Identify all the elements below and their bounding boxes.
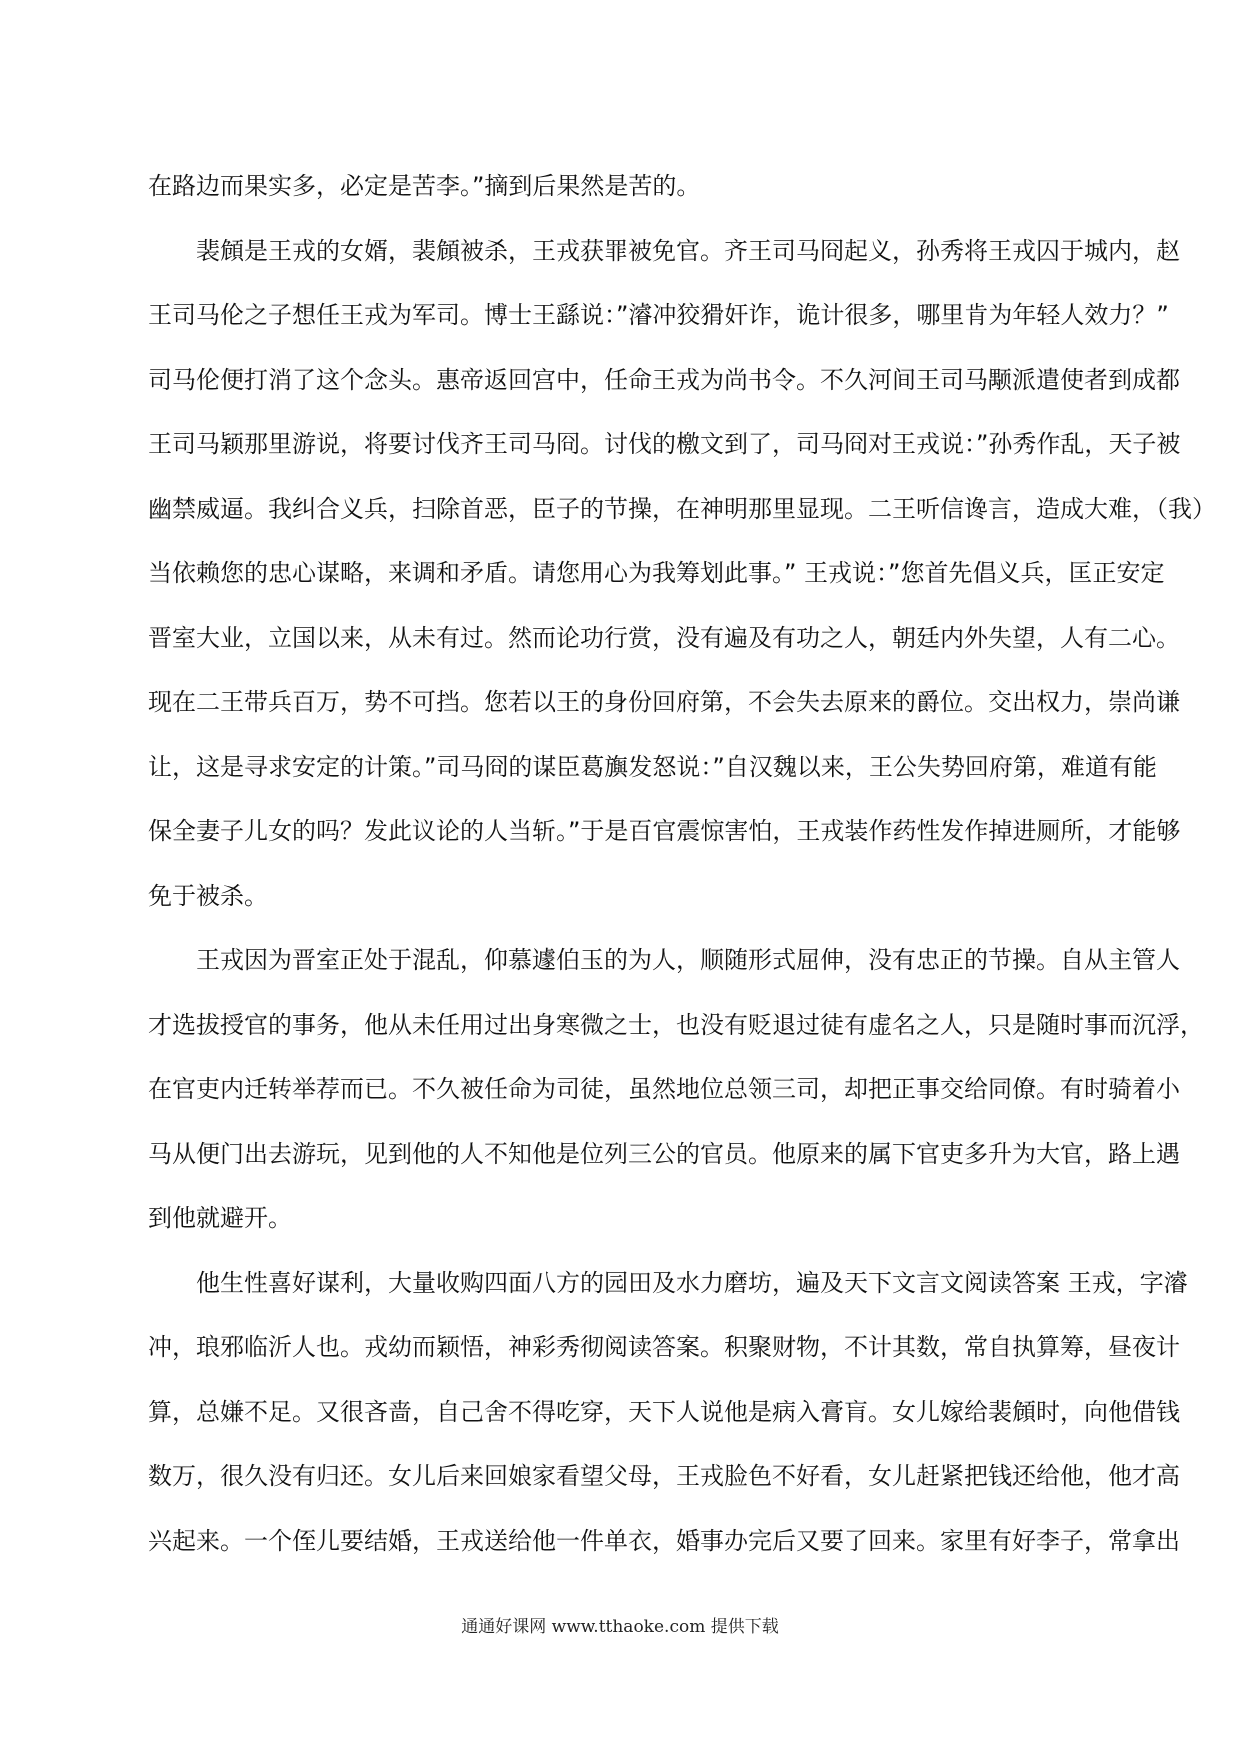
text-line: 让，这是寻求安定的计策。”司马冏的谋臣葛旟发怒说：”自汉魏以来，王公失势回府第，难道有能 <box>148 752 1157 781</box>
text-line: 兴起来。一个侄儿要结婚，王戎送给他一件单衣，婚事办完后又要了回来。家里有好李子，常拿出 <box>148 1526 1180 1555</box>
text-line: 在官吏内迁转举荐而已。不久被任命为司徒，虽然地位总领三司，却把正事交给同僚。有时骑着小 <box>148 1075 1180 1103</box>
text-line: 在路边而果实多，必定是苦李。”摘到后果然是苦的。 <box>148 172 701 200</box>
text-line: 王戎因为晋室正处于混乱，仰慕遽伯玉的为人，顺随形式屈伸，没有忠正的节操。自从主管人 <box>196 946 1180 974</box>
text-line: 司马伦便打消了这个念头。惠帝返回宫中，任命王戎为尚书令。不久河间王司马颙派遣使者到成都 <box>148 365 1180 394</box>
text-line: 马从便门出去游玩，见到他的人不知他是位列三公的官员。他原来的属下官吏多升为大官，路上遇 <box>148 1139 1180 1168</box>
text-line: 数万，很久没有归还。女儿后来回娘家看望父母，王戎脸色不好看，女儿赶紧把钱还给他，他才高 <box>148 1462 1180 1490</box>
text-line: 算，总嫌不足。又很吝啬，自己舍不得吃穿，天下人说他是病入膏肓。女儿嫁给裴頠时，向他借钱 <box>148 1397 1180 1426</box>
text-line: 现在二王带兵百万，势不可挡。您若以王的身份回府第，不会失去原来的爵位。交出权力，崇尚谦 <box>148 688 1180 716</box>
text-line: 王司马颖那里游说，将要讨伐齐王司马冏。讨伐的檄文到了，司马冏对王戎说：”孙秀作乱，天子被 <box>148 430 1181 458</box>
text-line: 到他就避开。 <box>148 1204 292 1232</box>
text-line: 他生性喜好谋利，大量收购四面八方的园田及水力磨坊，遍及天下文言文阅读答案 王戎，字濬 <box>196 1268 1188 1297</box>
text-line: 冲，琅邪临沂人也。戎幼而颖悟，神彩秀彻阅读答案。积聚财物，不计其数，常自执算筹，昼夜计 <box>148 1333 1180 1361</box>
text-line: 才选拔授官的事务，他从未任用过出身寒微之士，也没有贬退过徒有虚名之人，只是随时事而沉浮， <box>148 1010 1204 1039</box>
text-line: 当依赖您的忠心谋略，来调和矛盾。请您用心为我筹划此事。” 王戎说：”您首先倡义兵，匡正安定 <box>148 559 1165 587</box>
text-line: 保全妻子儿女的吗？发此议论的人当斩。”于是百官震惊害怕，王戎装作药性发作掉进厕所，才能够 <box>148 817 1181 845</box>
text-line: 晋室大业，立国以来，从未有过。然而论功行赏，没有遍及有功之人，朝廷内外失望，人有二心。 <box>148 623 1180 652</box>
page-footer: 通通好课网 www.tthaoke.com 提供下载 <box>461 1617 779 1637</box>
text-line: 免于被杀。 <box>148 881 268 910</box>
document-body <box>148 154 1216 1573</box>
text-line: 王司马伦之子想任王戎为军司。博士王繇说：”濬冲狡猾奸诈，诡计很多，哪里肯为年轻人效力？” <box>148 301 1169 329</box>
text-line: 裴頠是王戎的女婿，裴頠被杀，王戎获罪被免官。齐王司马冏起义，孙秀将王戎囚于城内，赵 <box>196 236 1180 265</box>
text-line: 幽禁威逼。我纠合义兵，扫除首恶，臣子的节操，在神明那里显现。二王听信谗言，造成大难，（我） <box>148 494 1216 523</box>
